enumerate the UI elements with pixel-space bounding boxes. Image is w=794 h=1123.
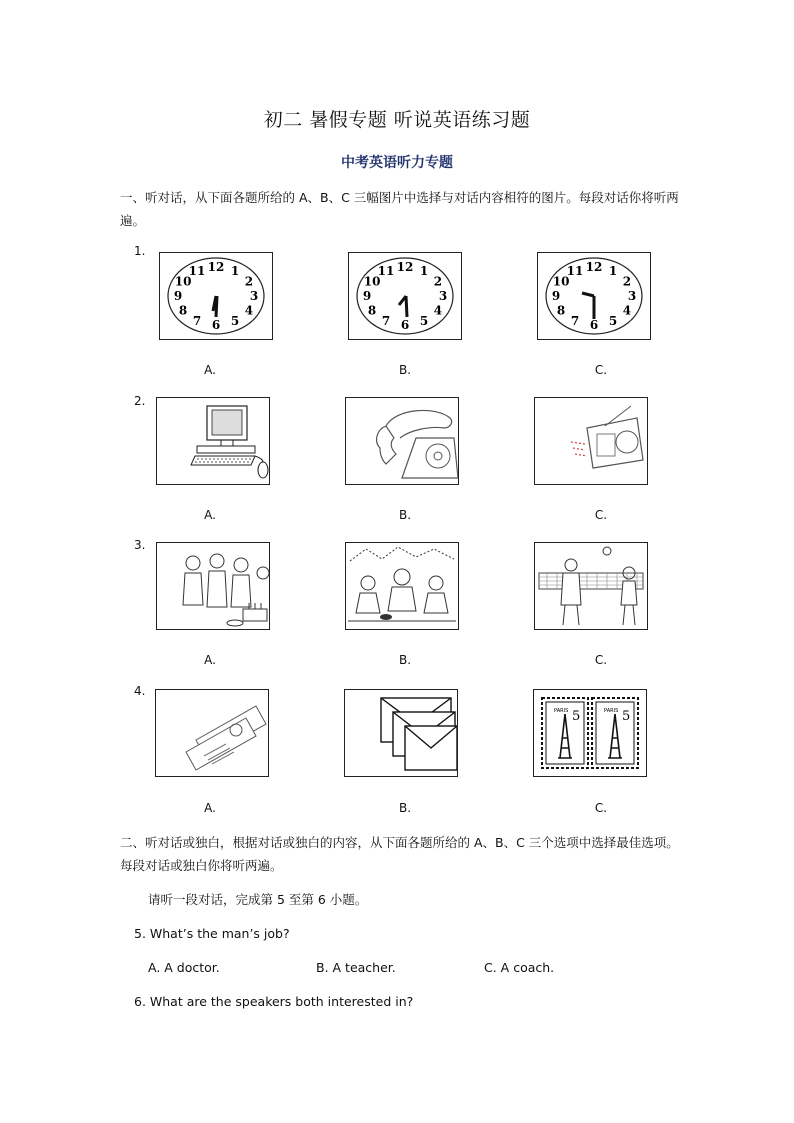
question-number: 3.: [134, 538, 146, 552]
question-5-text: 5. What’s the man’s job?: [134, 926, 290, 941]
q5-option-b[interactable]: B. A teacher.: [316, 960, 396, 975]
clock-numeral: 3: [627, 289, 637, 303]
clock-icon: [160, 253, 272, 339]
q5-option-a[interactable]: A. A doctor.: [148, 960, 220, 975]
picture-clock-a[interactable]: [159, 252, 273, 340]
picture-stamps[interactable]: [533, 689, 647, 777]
option-b-label: B.: [398, 508, 412, 522]
picture-clock-c[interactable]: [537, 252, 651, 340]
radio-icon: [535, 398, 647, 484]
clock-numeral: 9: [362, 289, 372, 303]
picnic-icon: [346, 543, 458, 629]
question-number: 4.: [134, 684, 146, 698]
clock-numeral: 12: [585, 260, 603, 274]
clock-numeral: 12: [396, 260, 414, 274]
stamp-icon: [534, 690, 646, 776]
clock-numeral: 1: [230, 263, 240, 278]
clock-numeral: 2: [622, 274, 632, 289]
picture-computer[interactable]: [156, 397, 270, 485]
option-c-label: C.: [594, 801, 608, 815]
stamp-value-label: 5: [622, 709, 631, 724]
telephone-icon: [346, 398, 458, 484]
clock-numeral: 6: [211, 318, 221, 332]
clock-numeral: 7: [570, 314, 580, 329]
clock-numeral: 10: [363, 274, 381, 289]
clock-numeral: 11: [188, 263, 206, 278]
clock-numeral: 4: [433, 303, 443, 318]
q5-option-c[interactable]: C. A coach.: [484, 960, 555, 975]
option-a-label: A.: [204, 801, 216, 815]
picture-birthday-party[interactable]: [156, 542, 270, 630]
clock-numeral: 6: [589, 318, 599, 332]
envelope-icon: [345, 690, 457, 776]
clock-numeral: 7: [381, 314, 391, 329]
option-c-label: C.: [594, 363, 608, 377]
option-c-label: C.: [594, 653, 608, 667]
clock-numeral: 6: [400, 318, 410, 332]
picture-clock-b[interactable]: [348, 252, 462, 340]
picture-telephone[interactable]: [345, 397, 459, 485]
clock-numeral: 11: [377, 263, 395, 278]
picture-radio[interactable]: [534, 397, 648, 485]
picture-envelopes[interactable]: [344, 689, 458, 777]
clock-numeral: 2: [433, 274, 443, 289]
stamp-city-label: PARIS: [554, 708, 569, 714]
clock-numeral: 7: [192, 314, 202, 329]
picture-postcards[interactable]: [155, 689, 269, 777]
option-a-label: A.: [204, 363, 216, 377]
question-number: 2.: [134, 394, 146, 408]
option-a-label: A.: [204, 508, 216, 522]
stamp-value-label: 5: [572, 709, 581, 724]
clock-numeral: 5: [608, 314, 618, 329]
postcard-icon: [156, 690, 268, 776]
picture-volleyball[interactable]: [534, 542, 648, 630]
clock-icon: [349, 253, 461, 339]
option-b-label: B.: [398, 801, 412, 815]
clock-icon: [538, 253, 650, 339]
section1-instruction: 一、听对话，从下面各题所给的 A、B、C 三幅图片中选择与对话内容相符的图片。每段对话你将听两遍。: [120, 190, 679, 228]
option-c-label: C.: [594, 508, 608, 522]
clock-numeral: 5: [419, 314, 429, 329]
clock-numeral: 5: [230, 314, 240, 329]
option-b-label: B.: [398, 363, 412, 377]
question-6-text: 6. What are the speakers both interested in?: [134, 994, 414, 1009]
option-b-label: B.: [398, 653, 412, 667]
clock-numeral: 4: [622, 303, 632, 318]
stamp-city-label: PARIS: [604, 708, 619, 714]
clock-numeral: 1: [608, 263, 618, 278]
clock-numeral: 3: [249, 289, 259, 303]
clock-numeral: 8: [367, 303, 377, 318]
question-number: 1.: [134, 244, 146, 258]
clock-numeral: 10: [552, 274, 570, 289]
clock-numeral: 8: [556, 303, 566, 318]
computer-icon: [157, 398, 269, 484]
clock-numeral: 2: [244, 274, 254, 289]
page-title: 初二 暑假专题 听说英语练习题: [263, 109, 531, 131]
clock-numeral: 1: [419, 263, 429, 278]
clock-numeral: 12: [207, 260, 225, 274]
option-a-label: A.: [204, 653, 216, 667]
section2-instruction: 二、听对话或独白，根据对话或独白的内容，从下面各题所给的 A、B、C 三个选项中选择最佳选项。每段对话或独白你将听两遍。: [120, 835, 679, 873]
clock-numeral: 9: [173, 289, 183, 303]
clock-numeral: 11: [566, 263, 584, 278]
party-icon: [157, 543, 269, 629]
clock-numeral: 9: [551, 289, 561, 303]
clock-numeral: 10: [174, 274, 192, 289]
picture-picnic[interactable]: [345, 542, 459, 630]
volleyball-icon: [535, 543, 647, 629]
clock-numeral: 3: [438, 289, 448, 303]
page-subtitle: 中考英语听力专题: [341, 155, 453, 171]
clock-numeral: 4: [244, 303, 254, 318]
clock-numeral: 8: [178, 303, 188, 318]
section2-sub-instruction: 请听一段对话，完成第 5 至第 6 小题。: [148, 892, 368, 907]
